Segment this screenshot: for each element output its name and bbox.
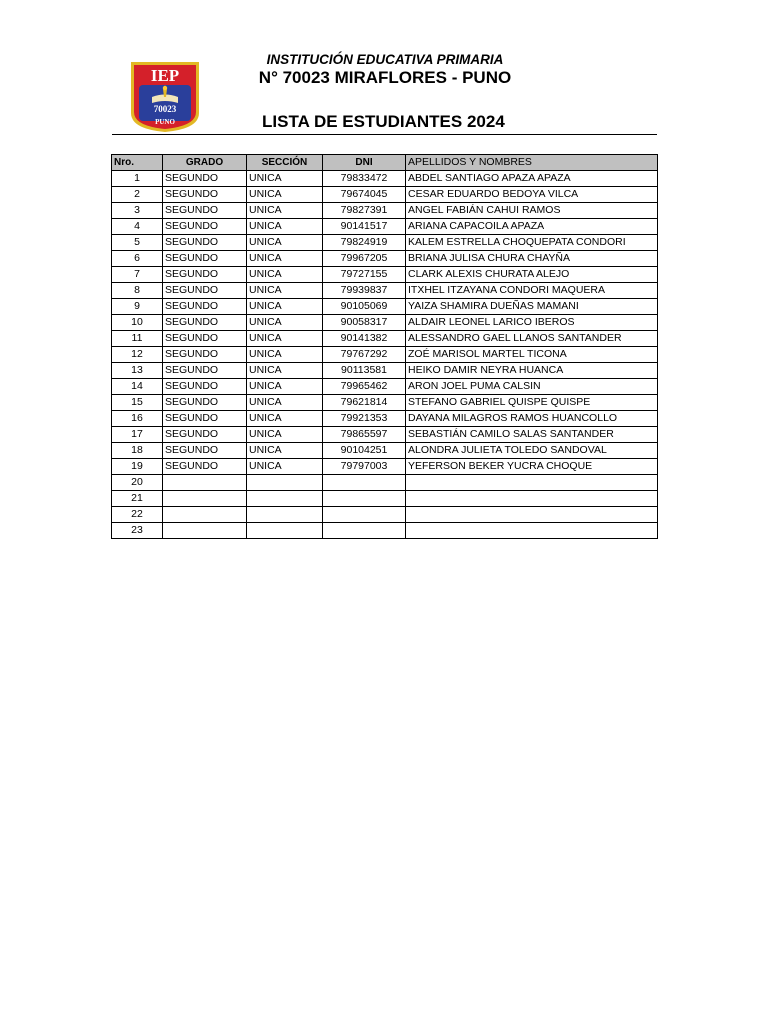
- cell-seccion: UNICA: [247, 395, 323, 411]
- cell-dni: [323, 491, 406, 507]
- cell-nombres: ITXHEL ITZAYANA CONDORI MAQUERA: [406, 283, 658, 299]
- cell-seccion: UNICA: [247, 267, 323, 283]
- column-header-nombres: APELLIDOS Y NOMBRES: [406, 155, 658, 171]
- cell-dni: 90104251: [323, 443, 406, 459]
- cell-nombres: YEFERSON BEKER YUCRA CHOQUE: [406, 459, 658, 475]
- cell-nombres: KALEM ESTRELLA CHOQUEPATA CONDORI: [406, 235, 658, 251]
- cell-dni: 79621814: [323, 395, 406, 411]
- cell-nro: 17: [112, 427, 163, 443]
- cell-nombres: DAYANA MILAGROS RAMOS HUANCOLLO: [406, 411, 658, 427]
- cell-seccion: UNICA: [247, 411, 323, 427]
- cell-dni: [323, 523, 406, 539]
- cell-grado: SEGUNDO: [163, 219, 247, 235]
- cell-seccion: UNICA: [247, 251, 323, 267]
- cell-grado: SEGUNDO: [163, 251, 247, 267]
- cell-seccion: UNICA: [247, 315, 323, 331]
- table-row: [112, 475, 658, 491]
- cell-dni: 79833472: [323, 171, 406, 187]
- cell-nombres: ANGEL FABIÁN CAHUI RAMOS: [406, 203, 658, 219]
- cell-nro: 11: [112, 331, 163, 347]
- cell-nro: 9: [112, 299, 163, 315]
- cell-dni: 79865597: [323, 427, 406, 443]
- cell-dni: 79674045: [323, 187, 406, 203]
- table-row: [112, 235, 658, 251]
- cell-nro: 20: [112, 475, 163, 491]
- cell-dni: 90113581: [323, 363, 406, 379]
- cell-seccion: UNICA: [247, 379, 323, 395]
- cell-nro: 7: [112, 267, 163, 283]
- cell-nro: 10: [112, 315, 163, 331]
- table-row: [112, 459, 658, 475]
- column-header-dni: DNI: [323, 155, 406, 171]
- school-logo: [130, 61, 200, 133]
- cell-seccion: UNICA: [247, 187, 323, 203]
- cell-seccion: UNICA: [247, 331, 323, 347]
- cell-dni: 79827391: [323, 203, 406, 219]
- cell-grado: SEGUNDO: [163, 347, 247, 363]
- cell-nro: 21: [112, 491, 163, 507]
- cell-dni: 79727155: [323, 267, 406, 283]
- cell-nro: 1: [112, 171, 163, 187]
- cell-grado: SEGUNDO: [163, 315, 247, 331]
- cell-nombres: ZOÉ MARISOL MARTEL TICONA: [406, 347, 658, 363]
- cell-seccion: UNICA: [247, 283, 323, 299]
- cell-grado: SEGUNDO: [163, 427, 247, 443]
- table-row: [112, 267, 658, 283]
- cell-dni: 90105069: [323, 299, 406, 315]
- cell-nro: 14: [112, 379, 163, 395]
- cell-nombres: ALDAIR LEONEL LARICO IBEROS: [406, 315, 658, 331]
- table-row: [112, 395, 658, 411]
- cell-nombres: SEBASTIÁN CAMILO SALAS SANTANDER: [406, 427, 658, 443]
- page-title: LISTA DE ESTUDIANTES 2024: [262, 112, 505, 131]
- header-divider: [112, 134, 657, 135]
- cell-seccion: [247, 475, 323, 491]
- cell-nro: 22: [112, 507, 163, 523]
- cell-dni: 79939837: [323, 283, 406, 299]
- cell-grado: SEGUNDO: [163, 331, 247, 347]
- cell-grado: SEGUNDO: [163, 379, 247, 395]
- cell-dni: [323, 507, 406, 523]
- table-row: [112, 187, 658, 203]
- cell-nro: 2: [112, 187, 163, 203]
- table-body: [112, 171, 658, 539]
- cell-nombres: STEFANO GABRIEL QUISPE QUISPE: [406, 395, 658, 411]
- cell-grado: SEGUNDO: [163, 459, 247, 475]
- cell-grado: [163, 523, 247, 539]
- cell-grado: SEGUNDO: [163, 299, 247, 315]
- table-row: [112, 379, 658, 395]
- cell-seccion: [247, 507, 323, 523]
- cell-grado: SEGUNDO: [163, 283, 247, 299]
- table-row: [112, 443, 658, 459]
- table-row: [112, 411, 658, 427]
- cell-nro: 12: [112, 347, 163, 363]
- cell-dni: 79797003: [323, 459, 406, 475]
- cell-nro: 15: [112, 395, 163, 411]
- cell-grado: SEGUNDO: [163, 443, 247, 459]
- cell-nombres: [406, 507, 658, 523]
- institution-name: N° 70023 MIRAFLORES - PUNO: [258, 68, 512, 87]
- cell-grado: [163, 475, 247, 491]
- cell-seccion: UNICA: [247, 363, 323, 379]
- table-row: [112, 331, 658, 347]
- cell-seccion: UNICA: [247, 347, 323, 363]
- cell-nro: 13: [112, 363, 163, 379]
- cell-dni: 79767292: [323, 347, 406, 363]
- cell-nombres: [406, 523, 658, 539]
- cell-grado: SEGUNDO: [163, 363, 247, 379]
- cell-nro: 18: [112, 443, 163, 459]
- column-header-grado: GRADO: [163, 155, 247, 171]
- cell-nro: 4: [112, 219, 163, 235]
- cell-seccion: UNICA: [247, 443, 323, 459]
- cell-seccion: UNICA: [247, 459, 323, 475]
- cell-seccion: UNICA: [247, 171, 323, 187]
- cell-grado: SEGUNDO: [163, 235, 247, 251]
- cell-grado: SEGUNDO: [163, 171, 247, 187]
- cell-seccion: UNICA: [247, 219, 323, 235]
- cell-grado: SEGUNDO: [163, 267, 247, 283]
- cell-grado: SEGUNDO: [163, 395, 247, 411]
- table-row: [112, 491, 658, 507]
- cell-grado: SEGUNDO: [163, 203, 247, 219]
- table-row: [112, 507, 658, 523]
- cell-seccion: [247, 523, 323, 539]
- cell-dni: 90058317: [323, 315, 406, 331]
- table-row: [112, 523, 658, 539]
- cell-dni: 79967205: [323, 251, 406, 267]
- cell-nombres: BRIANA JULISA CHURA CHAYÑA: [406, 251, 658, 267]
- table-row: [112, 219, 658, 235]
- table-row: [112, 315, 658, 331]
- cell-seccion: UNICA: [247, 299, 323, 315]
- table-row: [112, 427, 658, 443]
- cell-dni: 90141517: [323, 219, 406, 235]
- cell-dni: 79965462: [323, 379, 406, 395]
- cell-seccion: UNICA: [247, 203, 323, 219]
- cell-grado: SEGUNDO: [163, 411, 247, 427]
- column-header-seccion: SECCIÓN: [247, 155, 323, 171]
- cell-grado: [163, 491, 247, 507]
- column-header-nro: Nro.: [112, 155, 163, 171]
- cell-dni: 79921353: [323, 411, 406, 427]
- logo-letters: IEP: [150, 66, 180, 85]
- cell-nombres: ABDEL SANTIAGO APAZA APAZA: [406, 171, 658, 187]
- table-row: [112, 203, 658, 219]
- table-row: [112, 251, 658, 267]
- table-row: [112, 283, 658, 299]
- students-table: [111, 154, 658, 539]
- logo-city: PUNO: [155, 118, 175, 126]
- table-row: [112, 347, 658, 363]
- cell-grado: [163, 507, 247, 523]
- institution-type: INSTITUCIÓN EDUCATIVA PRIMARIA: [266, 52, 504, 67]
- cell-nombres: ALONDRA JULIETA TOLEDO SANDOVAL: [406, 443, 658, 459]
- table-row: [112, 299, 658, 315]
- cell-seccion: UNICA: [247, 427, 323, 443]
- cell-dni: 90141382: [323, 331, 406, 347]
- cell-nombres: HEIKO DAMIR NEYRA HUANCA: [406, 363, 658, 379]
- logo-number: 70023: [153, 104, 177, 114]
- cell-nombres: CLARK ALEXIS CHURATA ALEJO: [406, 267, 658, 283]
- cell-nro: 5: [112, 235, 163, 251]
- cell-nro: 6: [112, 251, 163, 267]
- cell-seccion: [247, 491, 323, 507]
- cell-dni: [323, 475, 406, 491]
- cell-nro: 8: [112, 283, 163, 299]
- cell-nro: 19: [112, 459, 163, 475]
- cell-nombres: [406, 475, 658, 491]
- cell-seccion: UNICA: [247, 235, 323, 251]
- cell-dni: 79824919: [323, 235, 406, 251]
- cell-nombres: ARIANA CAPACOILA APAZA: [406, 219, 658, 235]
- cell-nombres: ARON JOEL PUMA CALSIN: [406, 379, 658, 395]
- table-row: [112, 363, 658, 379]
- cell-nombres: YAIZA SHAMIRA DUEÑAS MAMANI: [406, 299, 658, 315]
- cell-nombres: [406, 491, 658, 507]
- cell-nombres: ALESSANDRO GAEL LLANOS SANTANDER: [406, 331, 658, 347]
- table-row: [112, 171, 658, 187]
- cell-nro: 3: [112, 203, 163, 219]
- cell-nro: 16: [112, 411, 163, 427]
- cell-grado: SEGUNDO: [163, 187, 247, 203]
- table-header-row: [112, 155, 658, 171]
- cell-nombres: CESAR EDUARDO BEDOYA VILCA: [406, 187, 658, 203]
- cell-nro: 23: [112, 523, 163, 539]
